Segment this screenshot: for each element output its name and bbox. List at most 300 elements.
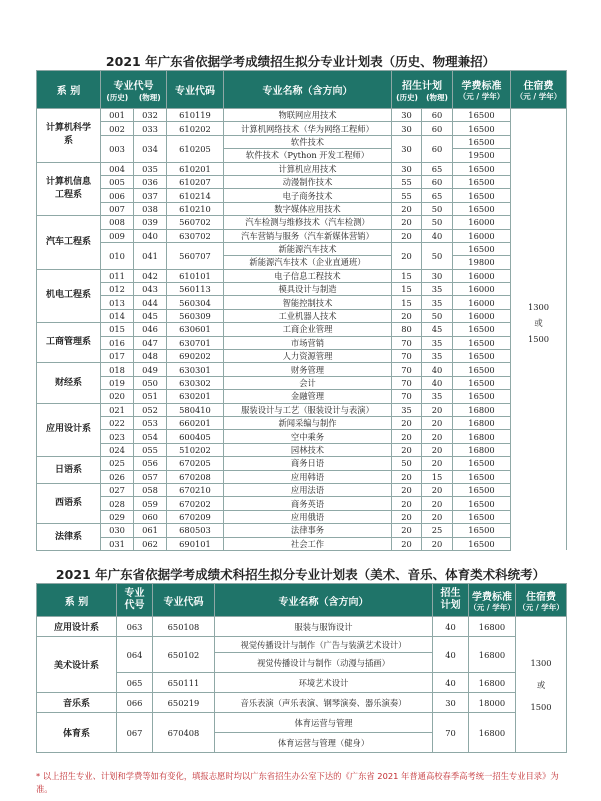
major-no-hist-cell: 031 <box>101 537 134 550</box>
plan-hist-cell: 35 <box>392 403 422 416</box>
table-row <box>37 269 567 282</box>
t2-col-tuition-header: 学费标准 （元 / 学年） <box>469 584 516 617</box>
dept-cell: 财经系 <box>37 363 101 403</box>
tuition-cell: 16000 <box>453 269 511 282</box>
t2-col-major-no-header: 专业 代号 <box>117 584 153 617</box>
table-row <box>37 693 567 713</box>
plan-phys-cell: 35 <box>422 350 453 363</box>
lodging-value: 1500 <box>527 334 550 344</box>
plan-hist-cell: 15 <box>392 269 422 282</box>
major-no-hist-cell: 019 <box>101 376 134 389</box>
footnote: * 以上招生专业、计划和学费等如有变化，填报志愿时均以广东省招生办公室下达的《广东省 2021 年普通高校春季高考统一招生专业目录》为准。 <box>36 771 559 794</box>
table2-title: 2021 年广东省依据学考成绩术科招生拟分专业计划表（美术、音乐、体育类术科统考） <box>55 567 546 582</box>
plan-hist-cell: 20 <box>392 216 422 229</box>
major-no-phys-cell: 045 <box>134 309 167 322</box>
plan-phys-cell: 60 <box>422 109 453 122</box>
plan-hist-cell: 15 <box>392 296 422 309</box>
table-row <box>37 323 567 336</box>
tuition-cell: 16800 <box>453 430 511 443</box>
major-no-hist-cell: 025 <box>101 457 134 470</box>
tuition-cell: 16500 <box>453 336 511 349</box>
major-no-hist-cell: 026 <box>101 470 134 483</box>
major-code-cell: 650111 <box>153 673 215 693</box>
plan-phys-cell: 20 <box>422 403 453 416</box>
major-no-phys-cell: 034 <box>134 135 167 162</box>
t2-col-lodging-header: 住宿费 （元 / 学年） <box>516 584 567 617</box>
major-no-hist-cell: 030 <box>101 524 134 537</box>
major-no-phys-cell: 040 <box>134 229 167 242</box>
major-name-cell: 物联网应用技术 <box>224 109 392 122</box>
major-no-phys-cell: 047 <box>134 336 167 349</box>
major-no-hist-cell: 020 <box>101 390 134 403</box>
major-no-phys-cell: 055 <box>134 443 167 456</box>
tuition-cell: 16500 <box>453 135 511 148</box>
major-code-cell: 670408 <box>153 713 215 753</box>
table-row <box>37 109 567 122</box>
major-code-cell: 560702 <box>167 216 224 229</box>
major-name-cell: 新能源汽车技术（企业直通班） <box>224 256 392 269</box>
major-no-phys-cell: 035 <box>134 162 167 175</box>
plan-phys-cell: 45 <box>422 323 453 336</box>
table-row <box>37 135 567 148</box>
plan-hist-cell: 20 <box>392 443 422 456</box>
plan-phys-cell: 20 <box>422 457 453 470</box>
table-row <box>37 189 567 202</box>
major-code-cell: 630301 <box>167 363 224 376</box>
major-no-phys-cell: 046 <box>134 323 167 336</box>
tuition-cell: 16500 <box>453 202 511 215</box>
tuition-cell: 16800 <box>469 673 516 693</box>
major-no-phys-cell: 036 <box>134 175 167 188</box>
major-code-cell: 610210 <box>167 202 224 215</box>
table-row <box>37 713 567 733</box>
major-no-phys-cell: 050 <box>134 376 167 389</box>
tuition-cell: 16500 <box>453 510 511 523</box>
plan-phys-cell: 60 <box>422 135 453 162</box>
major-name-cell: 音乐表演（声乐表演、钢琴演奏、器乐演奏） <box>215 693 433 713</box>
plan-hist-cell: 20 <box>392 416 422 429</box>
major-name-cell: 园林技术 <box>224 443 392 456</box>
major-no-hist-cell: 011 <box>101 269 134 282</box>
plan-phys-cell: 20 <box>422 416 453 429</box>
major-no-phys-cell: 058 <box>134 483 167 496</box>
table-row <box>37 363 567 376</box>
major-name-cell: 工商企业管理 <box>224 323 392 336</box>
major-no-phys-cell: 054 <box>134 430 167 443</box>
major-name-cell: 会计 <box>224 376 392 389</box>
plan-phys-cell: 60 <box>422 122 453 135</box>
plan-hist-cell: 15 <box>392 283 422 296</box>
major-no-phys-cell: 059 <box>134 497 167 510</box>
tuition-cell: 16500 <box>453 122 511 135</box>
major-code-cell: 610214 <box>167 189 224 202</box>
plan-cell: 40 <box>433 637 469 673</box>
tuition-cell: 16500 <box>453 376 511 389</box>
table-row <box>37 637 567 653</box>
tuition-cell: 16000 <box>453 309 511 322</box>
plan-phys-cell: 65 <box>422 162 453 175</box>
major-no-phys-cell: 032 <box>134 109 167 122</box>
major-no-hist-cell: 021 <box>101 403 134 416</box>
plan-hist-cell: 20 <box>392 309 422 322</box>
major-code-cell: 610205 <box>167 135 224 162</box>
plan-phys-cell: 25 <box>422 524 453 537</box>
table-row <box>37 537 567 550</box>
plan-hist-cell: 80 <box>392 323 422 336</box>
major-code-cell: 650219 <box>153 693 215 713</box>
plan-phys-cell: 50 <box>422 242 453 269</box>
table-row <box>37 376 567 389</box>
major-name-cell: 服装设计与工艺（服装设计与表演） <box>224 403 392 416</box>
major-name-cell: 体育运营与管理（健身） <box>215 733 433 753</box>
major-no-phys-cell: 057 <box>134 470 167 483</box>
major-no-hist-cell: 017 <box>101 350 134 363</box>
tuition-cell: 16000 <box>453 296 511 309</box>
major-no-phys-cell: 043 <box>134 283 167 296</box>
plan-hist-cell: 30 <box>392 135 422 162</box>
tuition-cell: 16500 <box>453 363 511 376</box>
major-no-hist-cell: 008 <box>101 216 134 229</box>
plan-hist-cell: 20 <box>392 242 422 269</box>
dept-cell: 音乐系 <box>37 693 117 713</box>
major-code-cell: 610119 <box>167 109 224 122</box>
dept-cell: 应用设计系 <box>37 403 101 457</box>
tuition-cell: 16500 <box>453 162 511 175</box>
tuition-cell: 16000 <box>453 283 511 296</box>
major-name-cell: 软件技术 <box>224 135 392 148</box>
major-code-cell: 610101 <box>167 269 224 282</box>
major-no-hist-cell: 003 <box>101 135 134 162</box>
plan-hist-cell: 55 <box>392 175 422 188</box>
major-no-hist-cell: 005 <box>101 175 134 188</box>
tuition-cell: 16500 <box>453 175 511 188</box>
tuition-cell: 16500 <box>453 350 511 363</box>
plan-phys-cell: 20 <box>422 497 453 510</box>
major-name-cell: 商务英语 <box>224 497 392 510</box>
tuition-cell: 18000 <box>469 693 516 713</box>
tuition-cell: 16800 <box>469 617 516 637</box>
major-no-hist-cell: 002 <box>101 122 134 135</box>
table-row <box>37 390 567 403</box>
major-name-cell: 电子商务技术 <box>224 189 392 202</box>
major-code-cell: 670208 <box>167 470 224 483</box>
table-row <box>37 673 567 693</box>
plan-hist-cell: 30 <box>392 122 422 135</box>
major-no-cell: 066 <box>117 693 153 713</box>
major-name-cell: 汽车检测与维修技术（汽车检测） <box>224 216 392 229</box>
table-row <box>37 443 567 456</box>
plan-phys-cell: 50 <box>422 202 453 215</box>
major-code-cell: 630601 <box>167 323 224 336</box>
major-no-phys-cell: 041 <box>134 242 167 269</box>
major-no-hist-cell: 012 <box>101 283 134 296</box>
plan-phys-cell: 20 <box>422 537 453 550</box>
major-no-cell: 063 <box>117 617 153 637</box>
major-code-cell: 670209 <box>167 510 224 523</box>
lodging-value: 1300 <box>527 302 550 312</box>
tuition-cell: 16800 <box>469 637 516 673</box>
plan-hist-cell: 70 <box>392 350 422 363</box>
tuition-cell: 16500 <box>453 497 511 510</box>
plan-cell: 30 <box>433 693 469 713</box>
major-no-hist-cell: 028 <box>101 497 134 510</box>
major-name-cell: 应用韩语 <box>224 470 392 483</box>
major-name-cell: 软件技术（Python 开发工程师） <box>224 149 392 162</box>
plan-hist-cell: 20 <box>392 497 422 510</box>
table-row <box>37 416 567 429</box>
table-row <box>37 229 567 242</box>
table-row <box>37 497 567 510</box>
major-code-cell: 630302 <box>167 376 224 389</box>
tuition-cell: 16500 <box>453 457 511 470</box>
major-name-cell: 人力资源管理 <box>224 350 392 363</box>
major-code-cell: 560304 <box>167 296 224 309</box>
col-major-no-header: 专业代号 (历史) (物理) <box>101 71 167 109</box>
plan-phys-cell: 35 <box>422 390 453 403</box>
plan-phys-cell: 40 <box>422 229 453 242</box>
tuition-cell: 16800 <box>469 713 516 753</box>
plan-hist-cell: 70 <box>392 336 422 349</box>
lodging-cell <box>511 109 567 551</box>
plan-phys-cell: 40 <box>422 363 453 376</box>
major-no-cell: 064 <box>117 637 153 673</box>
plan-phys-cell: 65 <box>422 189 453 202</box>
major-name-cell: 数字媒体应用技术 <box>224 202 392 215</box>
major-code-cell: 670202 <box>167 497 224 510</box>
dept-cell: 工商管理系 <box>37 323 101 363</box>
major-no-phys-cell: 053 <box>134 416 167 429</box>
major-name-cell: 汽车营销与服务（汽车新媒体营销） <box>224 229 392 242</box>
major-code-cell: 680503 <box>167 524 224 537</box>
dept-cell: 西语系 <box>37 483 101 523</box>
plan-phys-cell: 50 <box>422 216 453 229</box>
major-name-cell: 电子信息工程技术 <box>224 269 392 282</box>
major-code-cell: 630201 <box>167 390 224 403</box>
dept-cell: 日语系 <box>37 457 101 484</box>
major-no-hist-cell: 016 <box>101 336 134 349</box>
lodging-value: 或 <box>534 318 543 328</box>
tuition-cell: 19800 <box>453 256 511 269</box>
tuition-cell: 16500 <box>453 390 511 403</box>
plan-hist-cell: 20 <box>392 483 422 496</box>
tuition-cell: 16800 <box>453 443 511 456</box>
major-no-hist-cell: 004 <box>101 162 134 175</box>
major-no-hist-cell: 013 <box>101 296 134 309</box>
major-no-hist-cell: 022 <box>101 416 134 429</box>
plan-hist-cell: 30 <box>392 109 422 122</box>
plan-hist-cell: 20 <box>392 510 422 523</box>
tuition-cell: 16000 <box>453 216 511 229</box>
major-name-cell: 应用法语 <box>224 483 392 496</box>
dept-cell: 计算机信息工程系 <box>37 162 101 216</box>
plan-hist-cell: 20 <box>392 229 422 242</box>
major-name-cell: 模具设计与制造 <box>224 283 392 296</box>
major-name-cell: 视觉传播设计与制作（动漫与插画） <box>215 653 433 673</box>
plan-cell: 40 <box>433 617 469 637</box>
plan-phys-cell: 35 <box>422 336 453 349</box>
major-code-cell: 560309 <box>167 309 224 322</box>
plan-hist-cell: 20 <box>392 430 422 443</box>
tuition-cell: 16500 <box>453 483 511 496</box>
major-code-cell: 670210 <box>167 483 224 496</box>
col-dept-header: 系 别 <box>37 71 101 109</box>
table-row <box>37 175 567 188</box>
table-row <box>37 510 567 523</box>
major-code-cell: 610202 <box>167 122 224 135</box>
plan-hist-cell: 20 <box>392 470 422 483</box>
major-no-phys-cell: 061 <box>134 524 167 537</box>
major-name-cell: 智能控制技术 <box>224 296 392 309</box>
table-row <box>37 350 567 363</box>
dept-cell: 应用设计系 <box>37 617 117 637</box>
plan-phys-cell: 35 <box>422 283 453 296</box>
tuition-cell: 19500 <box>453 149 511 162</box>
col-plan-header: 招生计划 (历史) (物理) <box>392 71 453 109</box>
tuition-cell: 16000 <box>453 229 511 242</box>
major-no-phys-cell: 042 <box>134 269 167 282</box>
table-row <box>37 617 567 637</box>
major-code-cell: 630701 <box>167 336 224 349</box>
t2-col-major-code-header: 专业代码 <box>153 584 215 617</box>
major-name-cell: 新闻采编与制作 <box>224 416 392 429</box>
tuition-cell: 16500 <box>453 242 511 255</box>
major-name-cell: 环境艺术设计 <box>215 673 433 693</box>
major-no-phys-cell: 044 <box>134 296 167 309</box>
tuition-cell: 16500 <box>453 524 511 537</box>
major-name-cell: 财务管理 <box>224 363 392 376</box>
plan-phys-cell: 15 <box>422 470 453 483</box>
dept-cell: 计算机科学系 <box>37 109 101 163</box>
plan-hist-cell: 50 <box>392 457 422 470</box>
major-name-cell: 新能源汽车技术 <box>224 242 392 255</box>
major-name-cell: 应用俄语 <box>224 510 392 523</box>
major-no-hist-cell: 029 <box>101 510 134 523</box>
table-row <box>37 483 567 496</box>
table-row <box>37 202 567 215</box>
major-no-phys-cell: 062 <box>134 537 167 550</box>
col-tuition-header: 学费标准 （元 / 学年） <box>453 71 511 109</box>
tuition-cell: 16500 <box>453 470 511 483</box>
major-no-phys-cell: 048 <box>134 350 167 363</box>
tuition-cell: 16500 <box>453 189 511 202</box>
dept-cell: 美术设计系 <box>37 637 117 693</box>
table-row <box>37 336 567 349</box>
major-no-phys-cell: 033 <box>134 122 167 135</box>
major-no-phys-cell: 049 <box>134 363 167 376</box>
tuition-cell: 16500 <box>453 109 511 122</box>
table-row <box>37 430 567 443</box>
table-row <box>37 122 567 135</box>
t2-col-dept-header: 系 别 <box>37 584 117 617</box>
col-lodging-header: 住宿费 （元 / 学年） <box>511 71 567 109</box>
major-name-cell: 计算机网络技术（华为网络工程师） <box>224 122 392 135</box>
dept-cell: 汽车工程系 <box>37 216 101 270</box>
table-row <box>37 242 567 255</box>
table-row <box>37 403 567 416</box>
major-code-cell: 510202 <box>167 443 224 456</box>
major-no-hist-cell: 027 <box>101 483 134 496</box>
col-major-name-header: 专业名称（含方向） <box>224 71 392 109</box>
major-code-cell: 660201 <box>167 416 224 429</box>
tuition-cell: 16500 <box>453 537 511 550</box>
major-code-cell: 580410 <box>167 403 224 416</box>
major-no-hist-cell: 014 <box>101 309 134 322</box>
major-no-phys-cell: 051 <box>134 390 167 403</box>
major-name-cell: 市场营销 <box>224 336 392 349</box>
major-no-hist-cell: 023 <box>101 430 134 443</box>
major-no-hist-cell: 018 <box>101 363 134 376</box>
plan-hist-cell: 20 <box>392 537 422 550</box>
major-code-cell: 610207 <box>167 175 224 188</box>
major-code-cell: 600405 <box>167 430 224 443</box>
major-code-cell: 560707 <box>167 242 224 269</box>
major-no-hist-cell: 024 <box>101 443 134 456</box>
major-code-cell: 630702 <box>167 229 224 242</box>
major-name-cell: 空中乘务 <box>224 430 392 443</box>
major-code-cell: 560113 <box>167 283 224 296</box>
major-name-cell: 视觉传播设计与制作（广告与装潢艺术设计） <box>215 637 433 653</box>
major-no-hist-cell: 009 <box>101 229 134 242</box>
lodging-cell: 1300 或 1500 <box>516 617 567 753</box>
plan-phys-cell: 20 <box>422 510 453 523</box>
plan-phys-cell: 30 <box>422 269 453 282</box>
plan-hist-cell: 70 <box>392 363 422 376</box>
major-no-cell: 065 <box>117 673 153 693</box>
major-no-hist-cell: 015 <box>101 323 134 336</box>
major-code-cell: 650102 <box>153 637 215 673</box>
table-row <box>37 524 567 537</box>
major-name-cell: 法律事务 <box>224 524 392 537</box>
major-name-cell: 金融管理 <box>224 390 392 403</box>
col-major-code-header: 专业代码 <box>167 71 224 109</box>
major-name-cell: 社会工作 <box>224 537 392 550</box>
major-name-cell: 计算机应用技术 <box>224 162 392 175</box>
plan-phys-cell: 20 <box>422 430 453 443</box>
plan-table-1 <box>36 70 567 551</box>
major-name-cell: 工业机器人技术 <box>224 309 392 322</box>
major-no-hist-cell: 007 <box>101 202 134 215</box>
major-code-cell: 650108 <box>153 617 215 637</box>
tuition-cell: 16800 <box>453 416 511 429</box>
major-no-phys-cell: 038 <box>134 202 167 215</box>
major-no-phys-cell: 060 <box>134 510 167 523</box>
plan-hist-cell: 55 <box>392 189 422 202</box>
tuition-cell: 16800 <box>453 403 511 416</box>
major-no-phys-cell: 039 <box>134 216 167 229</box>
plan-hist-cell: 20 <box>392 202 422 215</box>
plan-cell: 70 <box>433 713 469 753</box>
dept-cell: 机电工程系 <box>37 269 101 323</box>
plan-phys-cell: 35 <box>422 296 453 309</box>
major-code-cell: 670205 <box>167 457 224 470</box>
major-no-phys-cell: 052 <box>134 403 167 416</box>
t2-col-major-name-header: 专业名称（含方向） <box>215 584 433 617</box>
major-no-cell: 067 <box>117 713 153 753</box>
major-no-hist-cell: 001 <box>101 109 134 122</box>
table-row <box>37 162 567 175</box>
table-row <box>37 216 567 229</box>
plan-phys-cell: 60 <box>422 175 453 188</box>
table1-title: 2021 年广东省依据学考成绩招生拟分专业计划表（历史、物理兼招） <box>105 54 496 69</box>
major-name-cell: 商务日语 <box>224 457 392 470</box>
plan-phys-cell: 50 <box>422 309 453 322</box>
major-code-cell: 610201 <box>167 162 224 175</box>
plan-hist-cell: 70 <box>392 376 422 389</box>
plan-phys-cell: 40 <box>422 376 453 389</box>
major-no-phys-cell: 056 <box>134 457 167 470</box>
dept-cell: 法律系 <box>37 524 101 551</box>
plan-hist-cell: 30 <box>392 162 422 175</box>
